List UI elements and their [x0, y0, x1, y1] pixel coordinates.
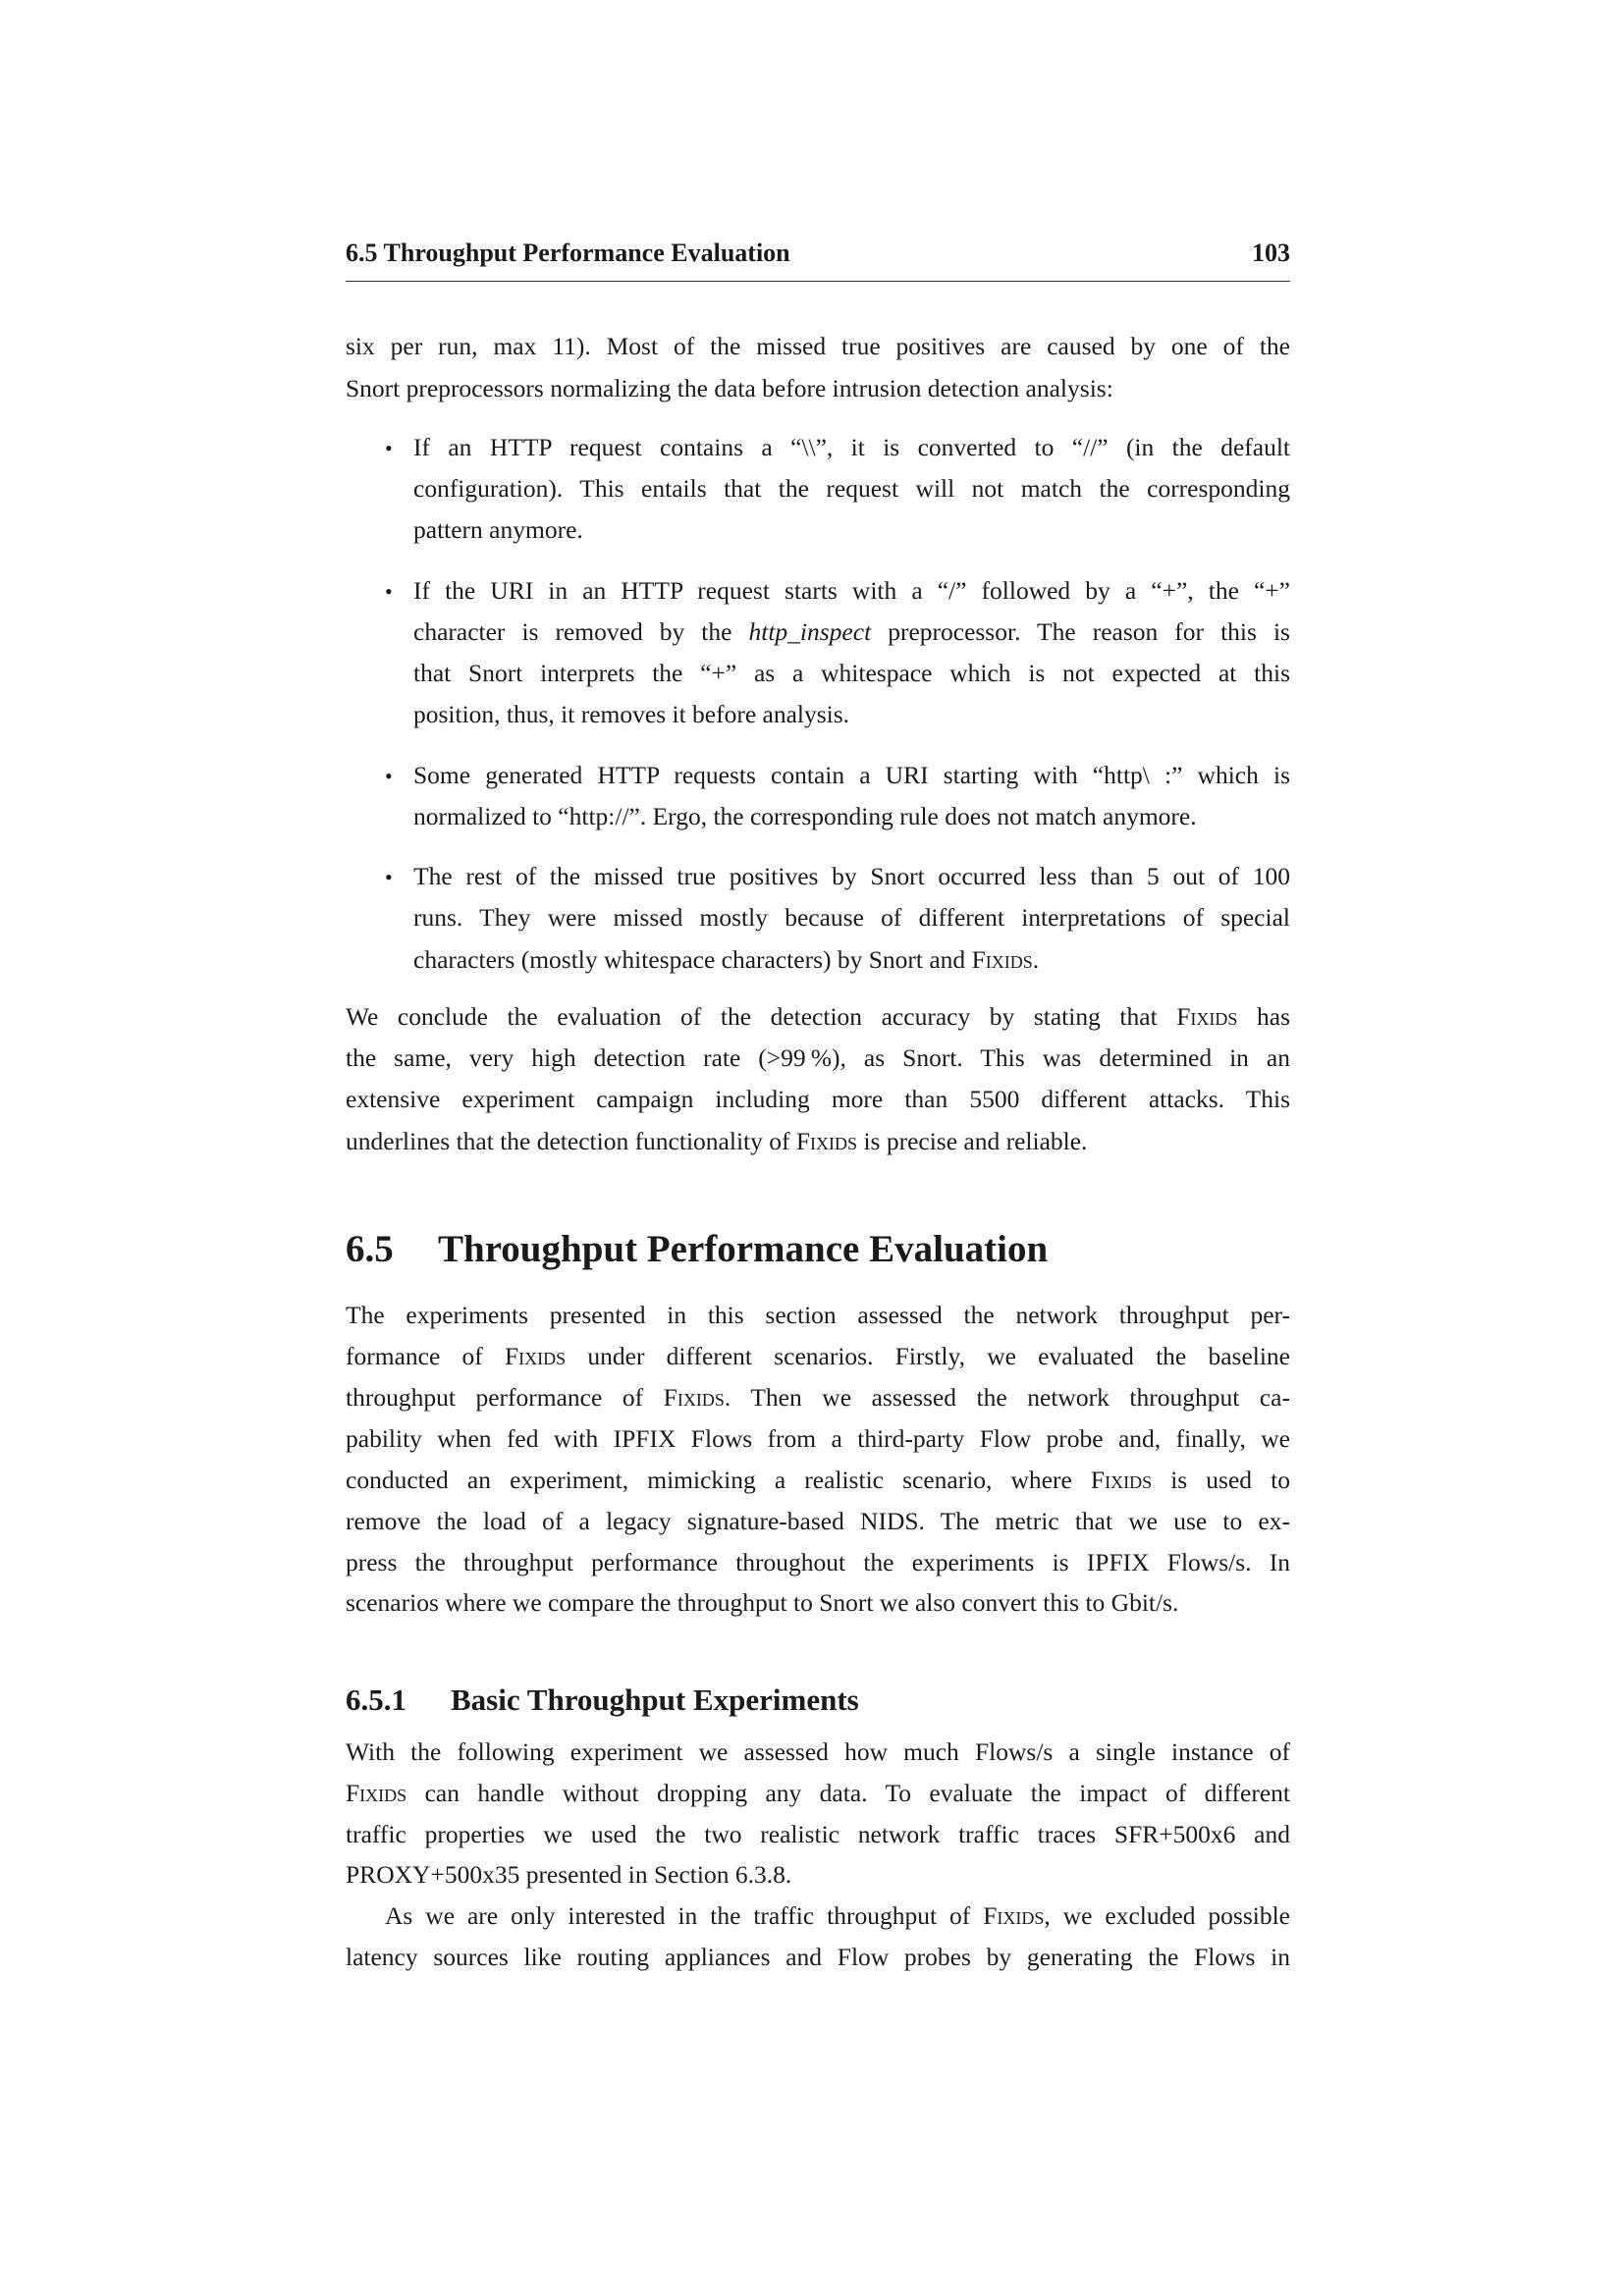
text-line: [346, 1424, 1290, 1454]
header-rule: [346, 281, 1290, 282]
section-number: 6.5: [346, 1228, 394, 1270]
subsection-heading: [346, 1682, 859, 1718]
text-line: [346, 1127, 1290, 1156]
text-run: that Snort interprets the “+” as a whitespace which is not expected at this: [413, 659, 1290, 687]
text-run: extensive experiment campaign including more than 5500 different attacks. This: [346, 1085, 1290, 1113]
section-heading: [346, 1227, 1048, 1271]
running-header-title: 6.5 Throughput Performance Evaluation: [346, 239, 790, 267]
text-run: position, thus, it removes it before analysis.: [413, 700, 850, 728]
system-name-smallcaps: Fixids: [971, 945, 1033, 974]
system-name-smallcaps: Fixids: [504, 1342, 567, 1370]
text-line: [346, 1507, 1290, 1536]
text-line: [346, 1820, 1290, 1849]
system-name-smallcaps: Fixids: [346, 1779, 407, 1807]
text-run: preprocessor. The reason for this is: [871, 617, 1290, 646]
text-run: If an HTTP request contains a “\\”, it is converted to “//” (in the default: [413, 433, 1290, 461]
bullet-icon: •: [385, 579, 393, 604]
system-name-smallcaps: Fixids: [1090, 1466, 1153, 1494]
text-line: [346, 1383, 1290, 1413]
text-line: [413, 862, 1290, 891]
text-run: Some generated HTTP requests contain a URI starting with “http\ :” which is: [413, 761, 1290, 789]
text-run: runs. They were missed mostly because of different interpretations of special: [413, 903, 1290, 932]
text-run: is used to: [1152, 1466, 1290, 1494]
text-run: configuration). This entails that the request will not match the corresponding: [413, 474, 1290, 503]
text-run: latency sources like routing appliances and Flow probes by generating the Flows in: [346, 1943, 1290, 1971]
text-run: With the following experiment we assessed how much Flows/s a single instance of: [346, 1737, 1290, 1766]
text-run: six per run, max 11). Most of the missed true positives are caused by one of the: [346, 332, 1290, 360]
text-line: [413, 474, 1290, 504]
text-line: [413, 761, 1290, 790]
text-line: [346, 1085, 1290, 1114]
text-run: is precise and reliable.: [857, 1127, 1088, 1155]
italic-term: http_inspect: [748, 617, 872, 646]
text-line: [413, 945, 1290, 975]
system-name-smallcaps: Fixids: [663, 1383, 725, 1412]
text-run: the same, very high detection rate (>99 %), as Snort. This was determined in an: [346, 1043, 1290, 1072]
text-line: [346, 1043, 1290, 1073]
text-run: , we excluded possible: [1044, 1901, 1290, 1930]
text-run: has: [1237, 1002, 1290, 1031]
bullet-icon: •: [385, 865, 393, 889]
text-line: [413, 903, 1290, 933]
text-line: [346, 1002, 1290, 1032]
text-run: remove the load of a legacy signature-based NIDS. The metric that we use to ex-: [346, 1507, 1290, 1535]
bullet-icon: •: [385, 764, 393, 788]
text-line: [413, 576, 1290, 606]
text-line: [413, 617, 1290, 647]
text-line: [346, 1548, 1290, 1577]
system-name-smallcaps: Fixids: [795, 1127, 858, 1155]
text-line: [413, 433, 1290, 462]
bullet-icon: •: [385, 436, 393, 460]
text-run: can handle without dropping any data. To evaluate the impact of different: [406, 1779, 1290, 1807]
text-run: The rest of the missed true positives by Snort occurred less than 5 out of 100: [413, 862, 1290, 890]
text-run: As we are only interested in the traffic throughput of: [385, 1901, 984, 1930]
text-line: [346, 374, 1290, 403]
page-number: 103: [1252, 239, 1290, 267]
text-line: [346, 1466, 1290, 1495]
text-line: [413, 802, 1290, 831]
text-run: character is removed by the: [413, 617, 749, 646]
text-line: [346, 332, 1290, 361]
text-run: press the throughput performance throughout the experiments is IPFIX Flows/s. In: [346, 1548, 1290, 1576]
text-line: [346, 1779, 1290, 1808]
text-run: pability when fed with IPFIX Flows from a third-party Flow probe and, finally, we: [346, 1424, 1290, 1453]
text-line: [385, 1901, 1290, 1931]
system-name-smallcaps: Fixids: [983, 1901, 1045, 1930]
text-run: characters (mostly whitespace characters) by Snort and: [413, 945, 972, 974]
text-run: normalized to “http://”. Ergo, the corresponding rule does not match anymore.: [413, 802, 1197, 830]
text-run: pattern anymore.: [413, 515, 583, 544]
text-run: underlines that the detection functionality of: [346, 1127, 796, 1155]
text-line: [346, 1943, 1290, 1972]
text-run: under different scenarios. Firstly, we evaluated the baseline: [566, 1342, 1290, 1370]
running-header: [346, 239, 1290, 268]
text-line: [346, 1860, 1290, 1890]
text-line: [413, 659, 1290, 688]
text-run: Snort preprocessors normalizing the data before intrusion detection analysis:: [346, 374, 1113, 402]
subsection-number: 6.5.1: [346, 1682, 406, 1717]
text-run: traffic properties we used the two realistic network traffic traces SFR+500x6 and: [346, 1820, 1290, 1848]
section-title: Throughput Performance Evaluation: [438, 1228, 1049, 1270]
text-line: [413, 515, 1290, 545]
text-line: [346, 1588, 1290, 1618]
text-run: If the URI in an HTTP request starts with a “/” followed by a “+”, the “+”: [413, 576, 1290, 605]
text-run: PROXY+500x35 presented in Section 6.3.8.: [346, 1860, 792, 1889]
system-name-smallcaps: Fixids: [1176, 1002, 1238, 1031]
text-line: [346, 1301, 1290, 1330]
text-run: throughput performance of: [346, 1383, 664, 1412]
subsection-title: Basic Throughput Experiments: [451, 1682, 859, 1717]
text-run: formance of: [346, 1342, 505, 1370]
text-run: We conclude the evaluation of the detection accuracy by stating that: [346, 1002, 1177, 1031]
text-run: scenarios where we compare the throughput to Snort we also convert this to Gbit/s.: [346, 1588, 1179, 1617]
text-run: . Then we assessed the network throughput ca-: [724, 1383, 1290, 1412]
text-line: [413, 700, 1290, 729]
text-line: [346, 1342, 1290, 1371]
text-line: [346, 1737, 1290, 1767]
text-run: conducted an experiment, mimicking a realistic scenario, where: [346, 1466, 1091, 1494]
text-run: .: [1032, 945, 1040, 974]
text-run: The experiments presented in this section assessed the network throughput per-: [346, 1301, 1290, 1329]
